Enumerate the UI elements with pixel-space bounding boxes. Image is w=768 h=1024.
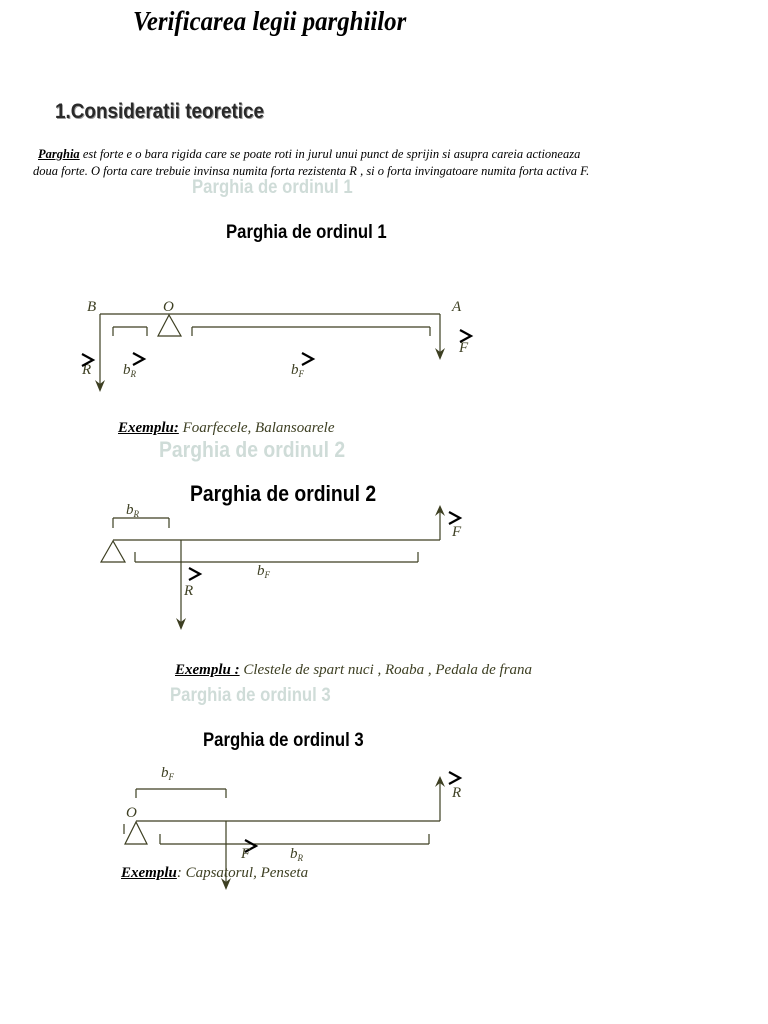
symbol-r: R xyxy=(349,164,357,178)
section-heading: 1.Consideratii teoretice xyxy=(55,100,265,123)
ghost-heading-lever-1: Parghia de ordinul 1 xyxy=(192,177,353,198)
document-title: Verificarea legii parghiilor xyxy=(133,6,407,36)
arm-bf-sub: F xyxy=(298,369,304,379)
ghost-heading-lever-2: Parghia de ordinul 2 xyxy=(159,437,346,462)
lever-2-diagram xyxy=(0,500,768,635)
arm-br-sub: R xyxy=(130,369,136,379)
force-f-label: F xyxy=(459,340,469,356)
example-lever-3 xyxy=(115,865,308,882)
example-label: Exemplu : xyxy=(175,662,240,678)
fulcrum-icon xyxy=(101,541,125,562)
arm-br-label xyxy=(290,846,304,863)
point-a-label: A xyxy=(452,299,462,315)
definition-text-end: . xyxy=(586,164,590,178)
arm-bf-bracket xyxy=(135,552,418,562)
heading-lever-2: Parghia de ordinul 2 xyxy=(190,481,377,506)
arm-br-label xyxy=(126,502,140,519)
arm-bf-sub: F xyxy=(168,772,174,782)
vector-icon xyxy=(82,354,93,366)
arm-bf-label xyxy=(161,765,175,782)
arm-bf-sub: F xyxy=(264,570,270,580)
force-f-label: F xyxy=(452,524,462,540)
arm-bf-bracket xyxy=(136,789,226,798)
arm-br-b: b xyxy=(126,502,134,518)
definition-text-3: , si o forta invingatoare numita forta activa xyxy=(356,164,581,178)
point-b-label: B xyxy=(87,299,97,315)
vector-icon xyxy=(449,512,460,524)
arm-bf-label xyxy=(257,563,271,580)
force-r-label: R xyxy=(82,362,92,378)
point-o-label: O xyxy=(126,805,137,821)
example-label: Exemplu: xyxy=(118,420,179,436)
point-o-label: O xyxy=(163,299,174,315)
vector-icon xyxy=(133,353,144,365)
force-r-label: R xyxy=(452,785,462,801)
definition-text-2: doua forte. O forta care trebuie invinsa numita forta rezistenta xyxy=(33,164,350,178)
arm-br-sub: R xyxy=(133,509,139,519)
force-r-label: R xyxy=(184,583,194,599)
vector-icon xyxy=(449,772,460,784)
arm-bf-b: b xyxy=(257,563,265,579)
arm-br-bracket xyxy=(160,834,429,844)
arm-br-sub: R xyxy=(297,853,303,863)
example-lever-1 xyxy=(118,420,335,437)
lever-1-diagram xyxy=(0,290,768,410)
example-text: : Capsatorul, Penseta xyxy=(176,865,309,881)
fulcrum-icon xyxy=(158,315,181,336)
example-text: Foarfecele, Balansoarele xyxy=(178,420,335,436)
arm-bf-b: b xyxy=(161,765,169,781)
force-f-label: F xyxy=(241,846,251,862)
arm-br-b: b xyxy=(123,362,131,378)
arm-br-b: b xyxy=(290,846,298,862)
definition-term: Parghia xyxy=(38,147,80,161)
definition-text-1: est forte e o bara rigida care se poate roti in jurul unui punct de sprijin si asupra careia actioneaza xyxy=(79,147,581,161)
arm-bf-bracket xyxy=(192,327,430,336)
vector-icon xyxy=(460,330,471,342)
example-lever-2 xyxy=(175,662,532,679)
symbol-f: F xyxy=(580,164,587,178)
arm-bf-b: b xyxy=(291,362,299,378)
heading-lever-3: Parghia de ordinul 3 xyxy=(203,730,364,751)
example-label: Exemplu xyxy=(121,865,177,881)
vector-icon xyxy=(189,568,200,580)
ghost-heading-lever-3: Parghia de ordinul 3 xyxy=(170,685,331,706)
arm-br-bracket xyxy=(113,518,169,528)
definition-paragraph xyxy=(33,146,723,180)
fulcrum-icon xyxy=(125,822,147,844)
heading-lever-1: Parghia de ordinul 1 xyxy=(226,222,387,243)
vector-icon xyxy=(302,353,313,365)
arm-br-bracket xyxy=(113,327,147,336)
example-text: Clestele de spart nuci , Roaba , Pedala de frana xyxy=(239,662,533,678)
